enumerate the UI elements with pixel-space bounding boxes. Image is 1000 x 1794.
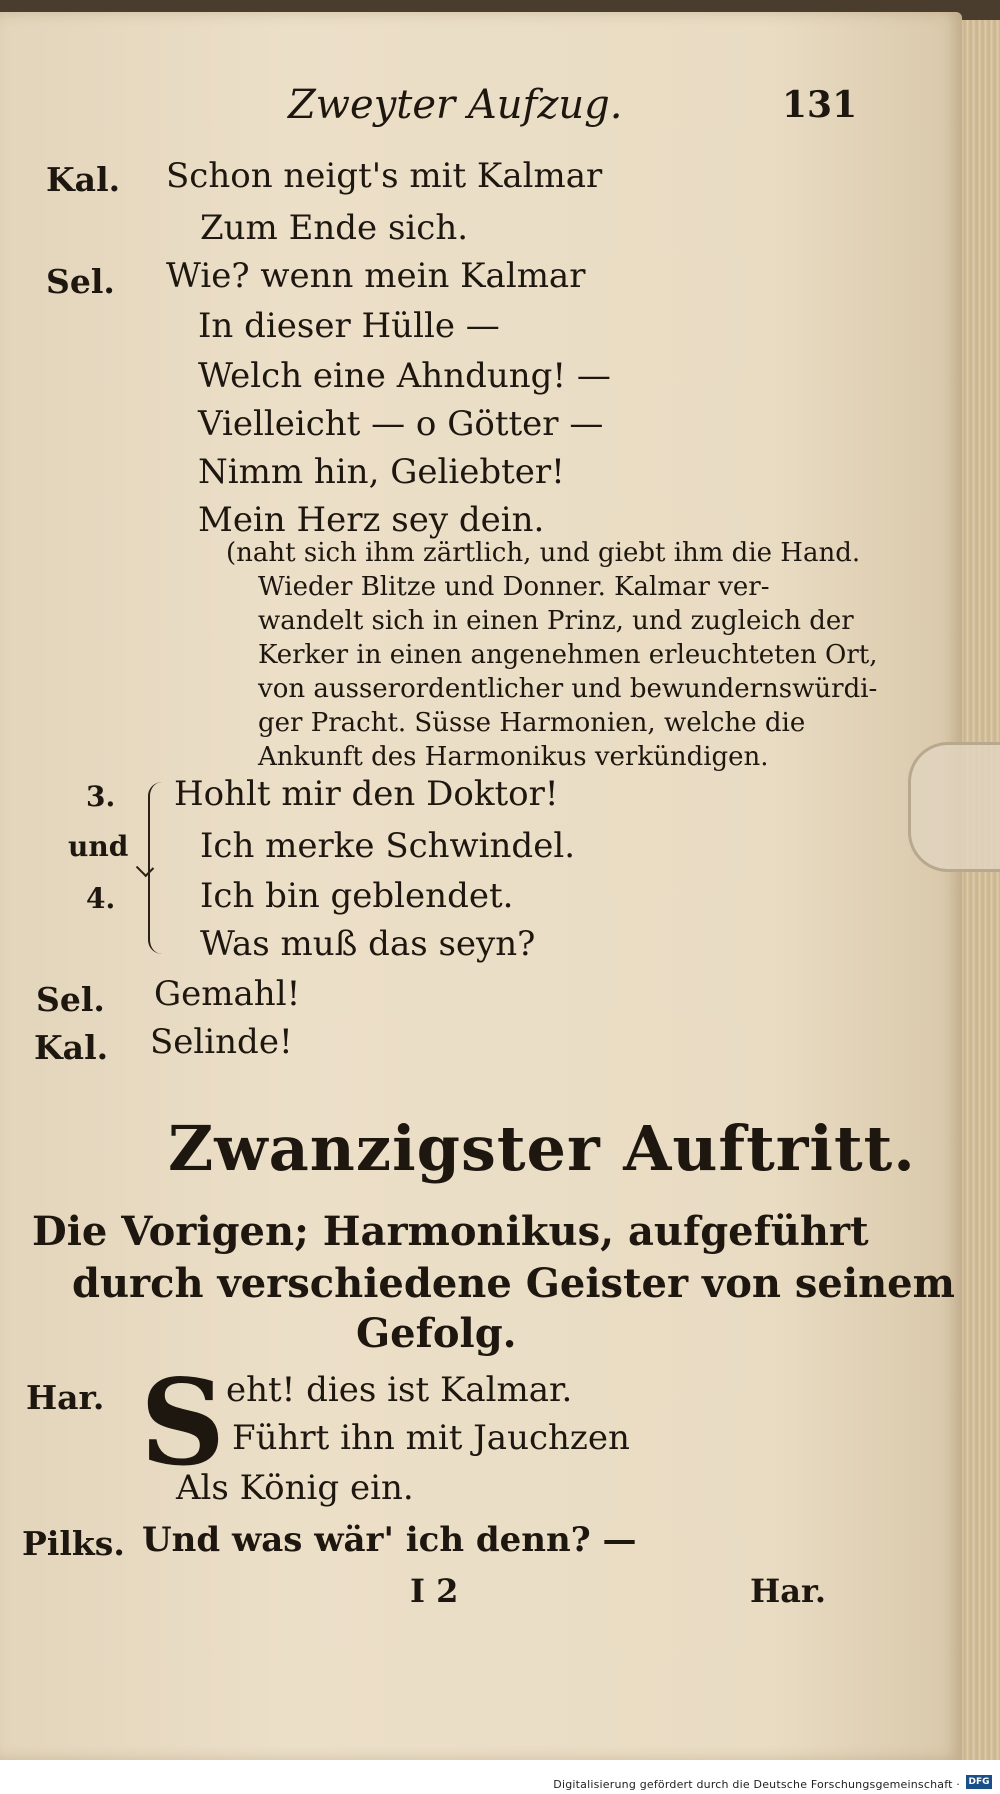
speaker-kal: Kal. [34,1028,109,1067]
verse-line: Zum Ende sich. [200,208,469,248]
speaker-har: Har. [26,1378,105,1417]
stage-direction-line: Kerker in einen angenehmen erleuchteten Ort, [258,640,878,670]
speaker-three: 3. [86,780,116,813]
scene-description-line: Die Vorigen; Harmonikus, aufgeführt [32,1208,869,1255]
verse-line: eht! dies ist Kalmar. [226,1370,573,1410]
dfg-logo: DFG [966,1775,992,1789]
page-clip [908,742,1000,872]
digitization-credit: Digitalisierung gefördert durch die Deutsche Forschungsgemeinschaft · [553,1778,960,1791]
catchword: Har. [750,1572,827,1610]
speaker-kal: Kal. [46,160,121,199]
verse-line: In dieser Hülle — [198,306,500,346]
verse-line: Schon neigt's mit Kalmar [166,156,603,196]
verse-line: Gemahl! [154,974,301,1014]
scene-description-line: durch verschiedene Geister von seinem [72,1260,955,1307]
stage-direction-line: Ankunft des Harmonikus verkündigen. [258,742,769,772]
verse-line: Und was wär' ich denn? — [142,1520,637,1560]
page-number: 131 [782,84,858,126]
verse-line: Selinde! [150,1022,293,1062]
verse-line: Hohlt mir den Doktor! [174,774,559,814]
speaker-sel: Sel. [36,980,105,1019]
stage-direction-line: wandelt sich in einen Prinz, und zugleich der [258,606,854,636]
verse-line: Welch eine Ahndung! — [198,356,611,396]
signature-mark: I 2 [410,1572,459,1610]
verse-line: Mein Herz sey dein. [198,500,545,540]
dropcap-letter: S [140,1353,226,1492]
speaker-four: 4. [86,882,116,915]
verse-line: Nimm hin, Geliebter! [198,452,565,492]
page-edge [962,20,1000,1760]
scene-title: Zwanzigster Auftritt. [168,1112,916,1185]
verse-line: Was muß das seyn? [200,924,536,964]
speaker-und: und [68,830,129,863]
stage-direction-line: (naht sich ihm zärtlich, und giebt ihm die Hand. [226,538,861,568]
verse-line: Ich bin geblendet. [200,876,514,916]
verse-line: Als König ein. [176,1468,414,1508]
scene-description-line: Gefolg. [356,1310,517,1357]
verse-line: Ich merke Schwindel. [200,826,575,866]
speaker-pilks: Pilks. [22,1524,125,1563]
verse-line: Führt ihn mit Jauchzen [232,1418,630,1458]
stage-direction-line: ger Pracht. Süsse Harmonien, welche die [258,708,806,738]
verse-line: Wie? wenn mein Kalmar [166,256,586,296]
speaker-sel: Sel. [46,262,115,301]
stage-direction-line: Wieder Blitze und Donner. Kalmar ver- [258,572,770,602]
running-head: Zweyter Aufzug. [288,82,623,128]
stage-direction-line: von ausserordentlicher und bewundernswürdi- [258,674,878,704]
verse-line: Vielleicht — o Götter — [198,404,604,444]
